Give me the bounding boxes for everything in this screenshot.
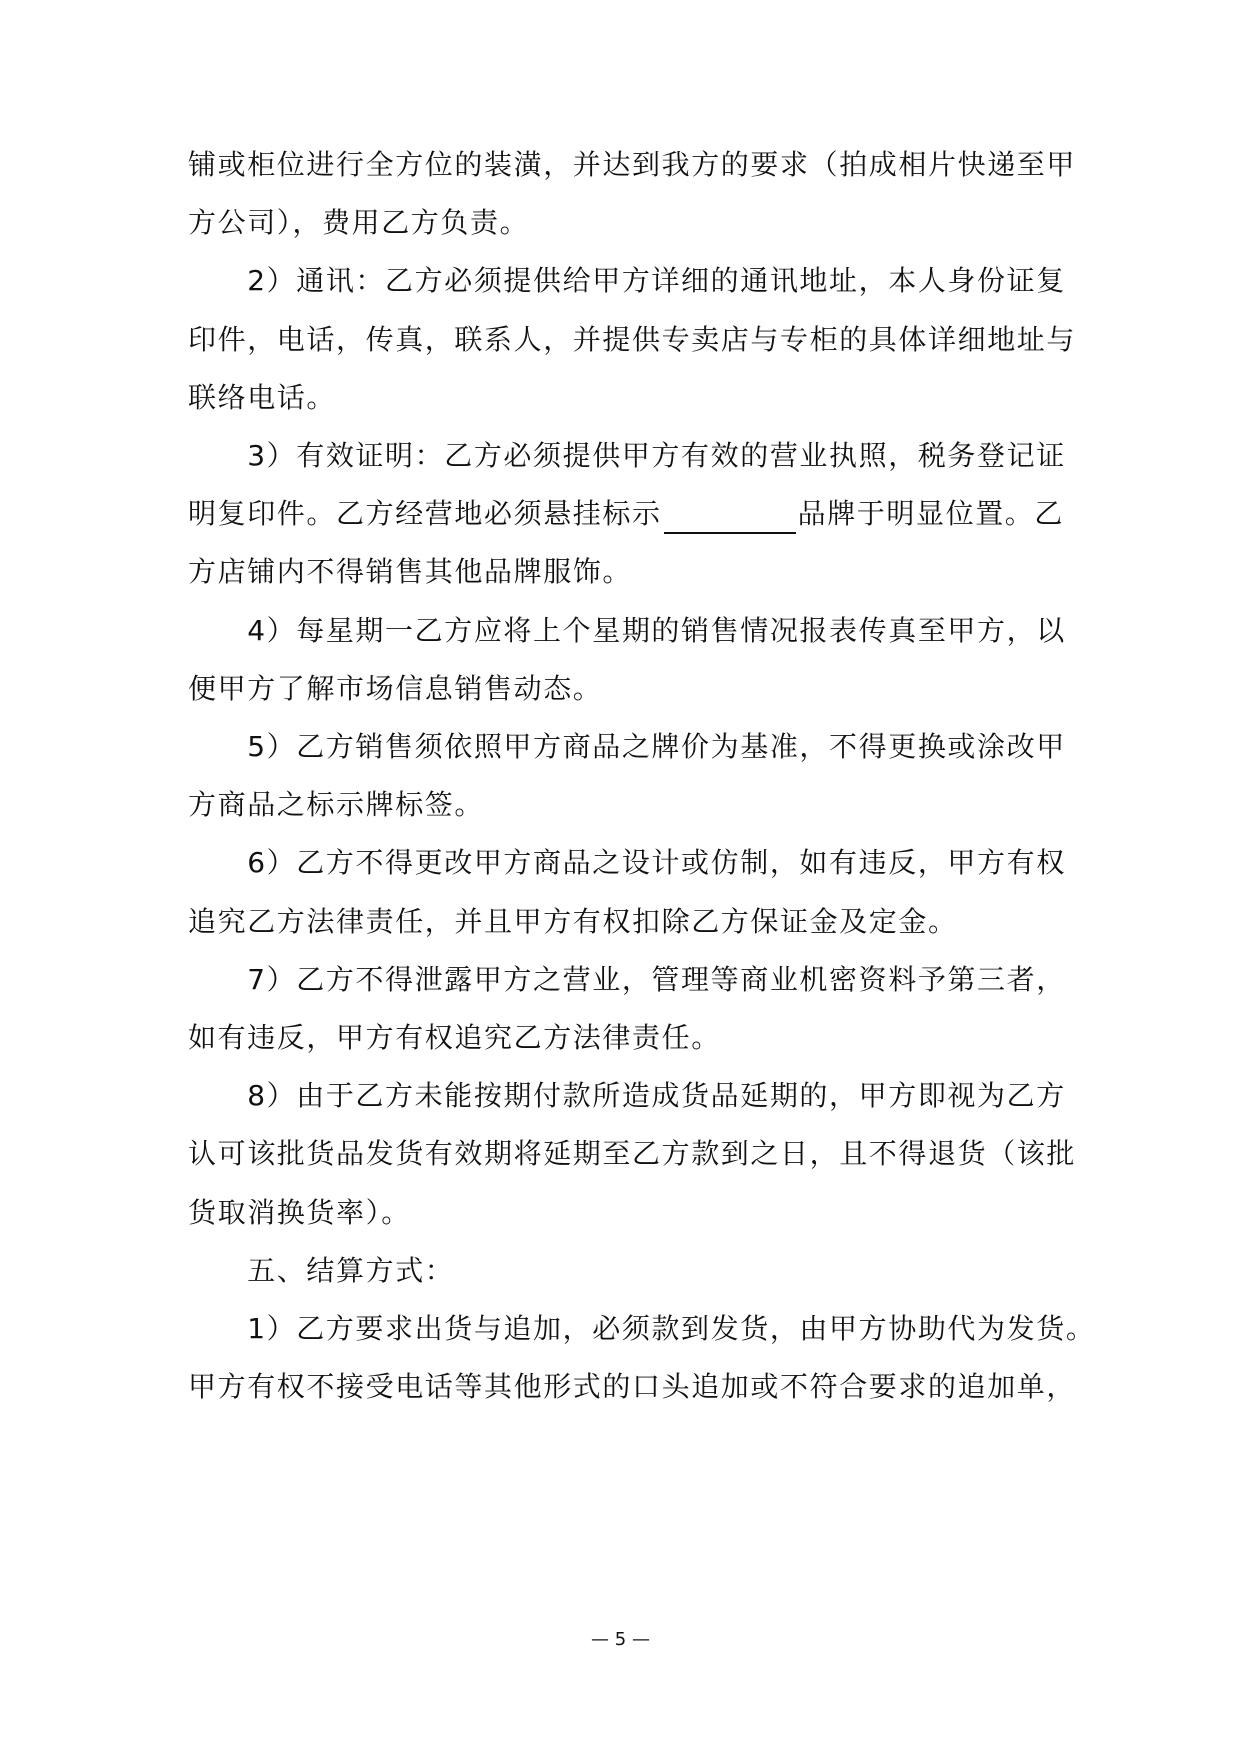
text-line: 铺或柜位进行全方位的装潢，并达到我方的要求（拍成相片快递至甲 bbox=[188, 148, 1077, 181]
section-heading: 五、结算方式： bbox=[188, 1254, 455, 1287]
text-line: 8）由于乙方未能按期付款所造成货品延期的，甲方即视为乙方 bbox=[188, 1079, 1066, 1112]
text-line: 方店铺内不得销售其他品牌服饰。 bbox=[188, 555, 633, 588]
text-line: 3）有效证明：乙方必须提供甲方有效的营业执照，税务登记证 bbox=[188, 439, 1066, 472]
text-line: 便甲方了解市场信息销售动态。 bbox=[188, 672, 603, 705]
text-line: 追究乙方法律责任，并且甲方有权扣除乙方保证金及定金。 bbox=[188, 905, 958, 938]
text-line: 2）通讯：乙方必须提供给甲方详细的通讯地址，本人身份证复 bbox=[188, 264, 1066, 297]
text-line: 4）每星期一乙方应将上个星期的销售情况报表传真至甲方，以 bbox=[188, 614, 1066, 647]
text-line-with-blank bbox=[188, 494, 1065, 534]
page-number: — 5 — bbox=[591, 1629, 650, 1650]
text-line: 如有违反，甲方有权追究乙方法律责任。 bbox=[188, 1021, 721, 1054]
text-line: 1）乙方要求出货与追加，必须款到发货，由甲方协助代为发货。 bbox=[188, 1312, 1096, 1345]
blank-underline bbox=[664, 504, 796, 534]
text-segment: 品牌于明显位置。乙 bbox=[797, 497, 1065, 530]
text-line: 联络电话。 bbox=[188, 381, 337, 414]
text-line: 6）乙方不得更改甲方商品之设计或仿制，如有违反，甲方有权 bbox=[188, 846, 1066, 879]
text-line: 印件，电话，传真，联系人，并提供专卖店与专柜的具体详细地址与 bbox=[188, 323, 1077, 356]
text-line: 认可该批货品发货有效期将延期至乙方款到之日，且不得退货（该批 bbox=[188, 1137, 1077, 1170]
text-segment: 明复印件。乙方经营地必须悬挂标示 bbox=[188, 497, 662, 530]
text-line: 方公司），费用乙方负责。 bbox=[188, 206, 530, 239]
text-line: 货取消换货率）。 bbox=[188, 1196, 411, 1229]
text-line: 5）乙方销售须依照甲方商品之牌价为基准，不得更换或涂改甲 bbox=[188, 730, 1066, 763]
text-line: 7）乙方不得泄露甲方之营业，管理等商业机密资料予第三者， bbox=[188, 963, 1066, 996]
text-line: 甲方有权不接受电话等其他形式的口头追加或不符合要求的追加单， bbox=[188, 1370, 1077, 1403]
text-line: 方商品之标示牌标签。 bbox=[188, 788, 485, 821]
